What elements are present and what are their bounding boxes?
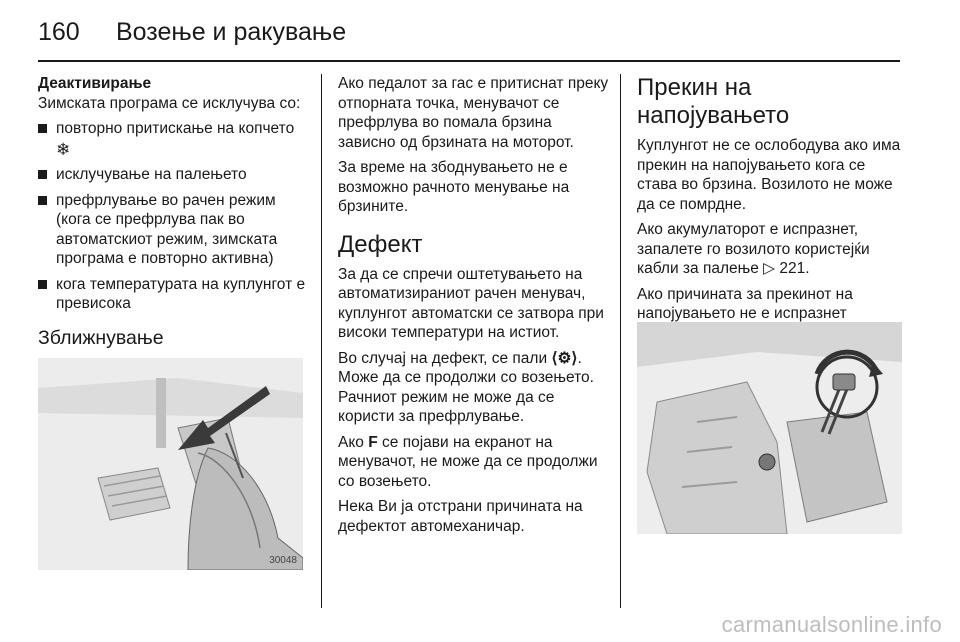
- pedal-drawing-icon: [38, 358, 303, 570]
- page-number: 160: [38, 18, 80, 46]
- list-item: кога температурата на куплунгот е превисока: [38, 275, 306, 314]
- battery-paragraph: Ако акумулаторот е испразнет, запалете го возилото користејќи кабли за палење ▷ 221.: [637, 221, 870, 277]
- bullet-square-icon: [38, 196, 47, 205]
- list-item: исклучување на палењето: [38, 165, 306, 185]
- column-1: [38, 74, 306, 360]
- pedal-illustration: [38, 358, 303, 570]
- bullet-square-icon: [38, 280, 47, 289]
- deactivation-intro: Зимската програма се исклучува со:: [38, 94, 301, 112]
- clutch-protection-paragraph: За да се спречи оштетувањето на автоматизираниот рачен менувач, куплунгот автоматски се затвора при високи температури на истиот.: [338, 265, 604, 341]
- bullet-square-icon: [38, 170, 47, 179]
- manual-shift-note: За време на збоднувањето не е возможно рачното менување на брзините.: [338, 159, 570, 215]
- deactivation-heading: Деактивирање: [38, 75, 152, 92]
- deactivation-list: [38, 119, 306, 314]
- f-display-paragraph: Ако F се појави на екранот на менувачот, не може да се продолжи со возењето.: [338, 433, 598, 490]
- header-rule: [38, 60, 900, 62]
- page-reference: ▷ 221.: [763, 260, 810, 277]
- fault-indicator-paragraph: Во случај на дефект, се пали ⟨⚙⟩. Може да се продолжи со возењето. Рачниот режим не може да се користи за префрлување.: [338, 349, 594, 425]
- power-interruption-heading: Прекин на напојувањето: [637, 74, 790, 129]
- column-divider-1: [321, 74, 322, 608]
- column-2: [338, 74, 610, 542]
- list-item: повторно притискање на копчето ❄: [38, 119, 306, 159]
- gear-fault-icon: ⟨⚙⟩: [551, 349, 578, 367]
- column-divider-2: [620, 74, 621, 608]
- engine-bay-illustration: [637, 322, 902, 534]
- watermark: carmanualsonline.info: [721, 612, 942, 637]
- chapter-title: Возење и ракување: [116, 18, 347, 46]
- engine-drawing-icon: [637, 322, 902, 534]
- snowflake-icon: ❄: [56, 139, 71, 159]
- fault-heading: Дефект: [338, 230, 423, 258]
- assistance-paragraph: Ако причината за прекинот на напојувањето не е испразнет: [637, 285, 853, 322]
- bullet-square-icon: [38, 124, 47, 133]
- clutch-release-paragraph: Куплунгот не се ослободува ако има прекин на напојувањето кога се става во брзина. Возилото не може да се помрдне.: [637, 137, 901, 213]
- page-header: [38, 14, 918, 62]
- figure-number: 30048: [269, 555, 297, 566]
- kickdown-heading: Зближнување: [38, 326, 164, 349]
- kickdown-paragraph: Ако педалот за гас е притиснат преку отпорната точка, менувачот се префрлува во помала брзина зависно од брзината на моторот.: [338, 75, 609, 151]
- f-symbol: F: [368, 433, 378, 451]
- list-item: префрлување во рачен режим (кога се префрлува пак во автоматскиот режим, зимската програма е повторно активна): [38, 191, 306, 269]
- mechanic-paragraph: Нека Ви ја отстрани причината на дефектот автомеханичар.: [338, 498, 583, 535]
